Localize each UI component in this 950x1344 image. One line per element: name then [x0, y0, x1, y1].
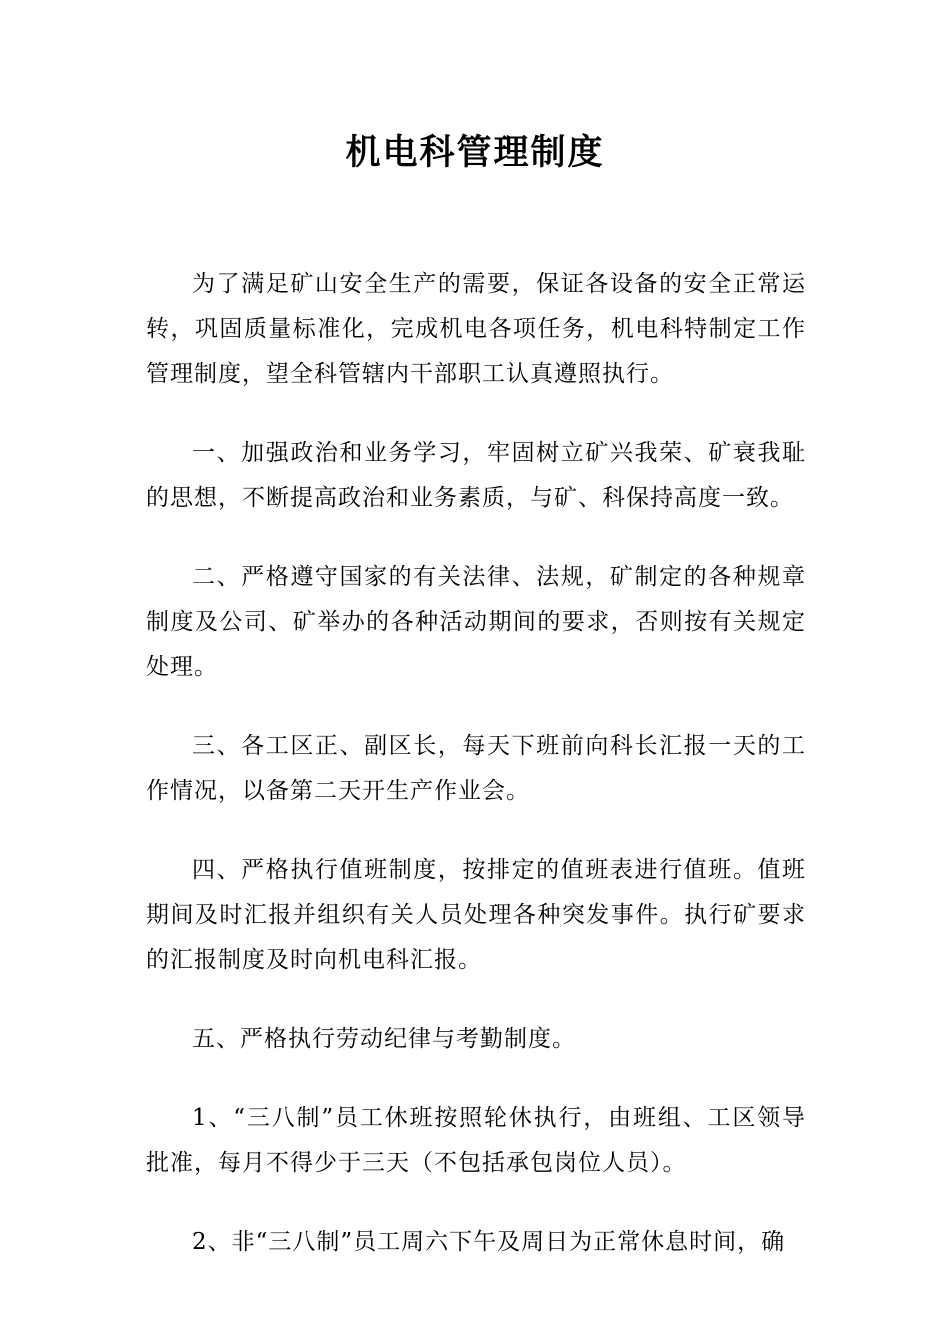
- paragraph-item-2: 二、严格遵守国家的有关法律、法规，矿制定的各种规章制度及公司、矿举办的各种活动期间的要求，否则按有关规定处理。: [146, 564, 806, 680]
- document-title: 机电科管理制度: [345, 132, 605, 173]
- paragraph-subitem-1: 1、“三八制”员工休班按照轮休执行，由班组、工区领导批准，每月不得少于三天（不包括承包岗位人员）。: [146, 1105, 806, 1176]
- document-body: [146, 262, 806, 1299]
- paragraph-item-4: 四、严格执行值班制度，按排定的值班表进行值班。值班期间及时汇报并组织有关人员处理各种突发事件。执行矿要求的汇报制度及时向机电科汇报。: [146, 857, 806, 973]
- paragraph-item-5: 五、严格执行劳动纪律与考勤制度。: [192, 1026, 576, 1052]
- paragraph-subitem-2: 2、非“三八制”员工周六下午及周日为正常休息时间，确: [192, 1229, 786, 1255]
- paragraph-item-1: 一、加强政治和业务学习，牢固树立矿兴我荣、矿衰我耻的思想，不断提高政治和业务素质，与矿、科保持高度一致。: [146, 440, 806, 511]
- paragraph-item-3: 三、各工区正、副区长，每天下班前向科长汇报一天的工作情况，以备第二天开生产作业会。: [146, 733, 806, 804]
- paragraph-intro: 为了满足矿山安全生产的需要，保证各设备的安全正常运转，巩固质量标准化，完成机电各项任务，机电科特制定工作管理制度，望全科管辖内干部职工认真遵照执行。: [146, 271, 806, 387]
